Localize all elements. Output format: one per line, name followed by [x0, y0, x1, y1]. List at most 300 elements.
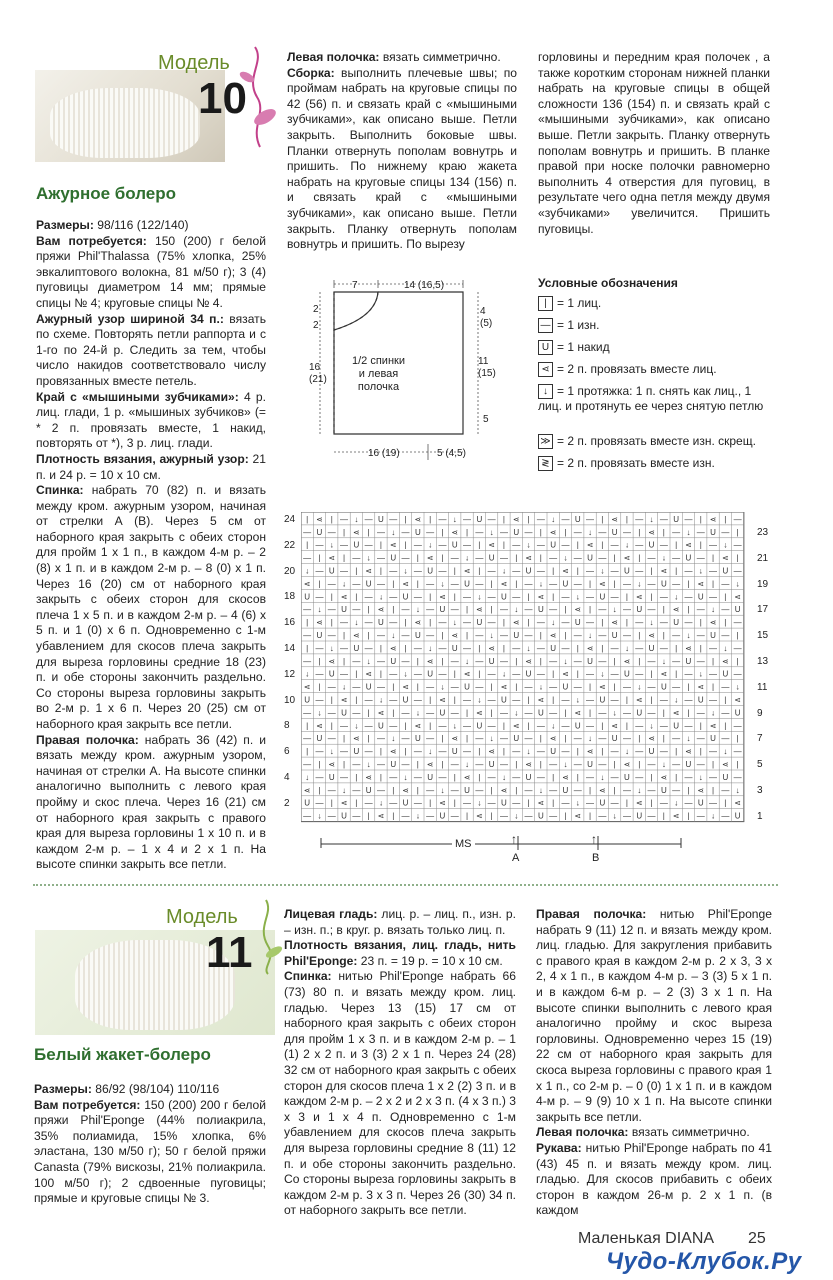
chart-cell-symbol: |	[490, 785, 493, 795]
chart-cell-symbol: —	[696, 734, 705, 744]
chart-cell-symbol: ⋖	[488, 747, 496, 757]
chart-cell-symbol: —	[610, 643, 619, 653]
model11-col3	[536, 907, 772, 1219]
chart-cell-symbol: U	[390, 760, 397, 769]
chart-cell-symbol: ↓	[514, 811, 519, 821]
m11-c2-2-b: Спинка:	[284, 969, 332, 984]
chart-cell-symbol: ⋖	[685, 643, 692, 653]
chart-cell-symbol: |	[466, 708, 469, 718]
chart-cell-symbol: |	[724, 514, 727, 524]
chart-cell-symbol: —	[426, 811, 435, 821]
m11-c2-2-t: нитью Phil'Eponge набрать 66 (73) 80 п. и вязать между кром. лиц. гладью. Через 13 (15) 17 см от наборного края закрыть с обеих сторон для пройм 1 х 3 п. и в каждом 2-м р. – 1 (1) 2 х 2 п. и 3 (3) 2 х 1 п. Через 24 (28) 32 см от наборного края закрыть с обеих сторон для скосов плеча 1 х 2 (2) 3 п. и в каждом 2-м р. – 2 х 2 и 2 х 3 п. (4 х 3 п.) 3 х 3 и 1 х 4 п. Одновременно с 1-м убавлением для скосов плеча закрыть для выреза горловины средние 8 (11) 12 п. и обе стороны закончить раздельно. Со стороны выреза горловины закрыть в каждом 2-м р. 3 х 3 п. Через 26 (30) 34 п. от наборного закрыть все петли.	[284, 969, 516, 1218]
chart-cell-symbol: —	[376, 553, 385, 563]
chart-cell-symbol: ↓	[440, 785, 445, 795]
chart-cell-symbol: ⋖	[598, 682, 606, 692]
chart-cell-symbol: U	[660, 785, 667, 795]
chart-cell-symbol: ↓	[391, 527, 396, 537]
chart-cell-symbol: U	[513, 527, 520, 537]
chart-cell-symbol: ⋖	[328, 656, 336, 666]
m10-c2-1-b: Сборка:	[287, 65, 335, 80]
chart-cell-symbol: ↓	[501, 669, 506, 679]
chart-cell-symbol: —	[672, 734, 681, 744]
chart-cell-symbol: ↓	[428, 747, 433, 757]
chart-cell-symbol: —	[647, 760, 656, 769]
schem-right-b: 11 (15)	[478, 356, 496, 379]
m10-c1-0-t: 98/116 (122/140)	[93, 218, 189, 232]
chart-cell-symbol: |	[564, 811, 567, 821]
chart-cell-symbol: —	[438, 772, 447, 782]
chart-cell-symbol: U	[587, 656, 593, 666]
chart-cell-symbol: —	[536, 772, 545, 782]
chart-cell-symbol: ↓	[637, 579, 642, 589]
chart-cell-symbol: —	[463, 695, 472, 705]
chart-cell-symbol: U	[414, 734, 421, 744]
m11-c1-1-t: 150 (200) 200 г белой пряжи Phil'Eponge (44% полиакрила, 35% полиамида, 15% хлопка, 6% эластана, 130 м/50 г); 50 г белой пряжи Canasta (79% вискозы, 21% полиакрила. 100 м/50 г); 2 сдвоенные пуговицы; прямые и круговые спицы № 3.	[34, 1097, 266, 1206]
chart-cell-symbol: —	[672, 579, 681, 589]
chart-cell-symbol: ⋖	[352, 527, 360, 537]
chart-cell-symbol: U	[660, 579, 667, 589]
chart-cell-symbol: —	[684, 514, 693, 524]
chart-cell-symbol: —	[364, 721, 373, 731]
chart-cell-symbol: —	[327, 579, 336, 589]
knitting-chart-grid	[301, 512, 751, 832]
chart-cell-symbol: |	[712, 785, 715, 795]
chart-cell-symbol: |	[318, 579, 321, 589]
chart-cell-symbol: |	[662, 631, 665, 640]
chart-cell-symbol: —	[610, 566, 619, 576]
chart-cell-symbol: |	[699, 540, 702, 550]
chart-cell-symbol: |	[502, 540, 505, 550]
chart-cell-symbol: ⋖	[389, 643, 397, 653]
chart-cell-symbol: |	[441, 734, 444, 744]
model10-photo	[35, 70, 225, 162]
chart-cell-symbol: U	[476, 514, 483, 524]
chart-cell-symbol: |	[429, 798, 432, 808]
chart-cell-symbol: —	[635, 514, 644, 524]
chart-cell-symbol: |	[416, 785, 419, 795]
chart-cell-symbol: ↓	[575, 798, 580, 808]
chart-cell-symbol: ⋖	[512, 514, 520, 524]
chart-cell-symbol: —	[315, 592, 324, 602]
chart-cell-symbol: —	[438, 669, 447, 679]
chart-cell-symbol: |	[736, 734, 739, 744]
chart-cell-symbol: |	[527, 798, 530, 808]
chart-cell-symbol: —	[499, 527, 508, 537]
chart-cell-symbol: —	[610, 798, 619, 808]
chart-cell-symbol: —	[463, 592, 472, 602]
chart-cell-symbol: —	[450, 785, 459, 795]
chart-cell-symbol: —	[561, 747, 570, 757]
chart-cell-symbol: —	[647, 605, 656, 615]
chart-cell-symbol: ⋖	[328, 553, 336, 563]
chart-cell-symbol: ⋖	[365, 772, 373, 782]
chart-cell-symbol: —	[389, 514, 398, 524]
chart-cell-symbol: U	[464, 785, 470, 795]
chart-cell-symbol: —	[352, 760, 361, 769]
chart-cell-symbol: |	[712, 579, 715, 589]
chart-cell-symbol: —	[635, 540, 644, 550]
chart-cell-symbol: |	[613, 579, 616, 589]
chart-cell-symbol: —	[487, 721, 496, 731]
chart-cell-symbol: ⋖	[525, 760, 532, 769]
chart-cell-symbol: |	[650, 566, 653, 576]
chart-cell-symbol: ⋖	[648, 734, 655, 744]
chart-cell-symbol: ⋖	[340, 592, 348, 602]
chart-cell-symbol: —	[463, 643, 472, 653]
chart-cell-symbol: U	[464, 579, 470, 589]
chart-cell-symbol: ↓	[403, 669, 408, 679]
chart-cell-symbol: —	[450, 579, 459, 589]
chart-cell-symbol: |	[330, 721, 333, 731]
m10-c1-3-b: Край с «мышиными зубчиками»:	[36, 389, 239, 404]
chart-cell-symbol: —	[376, 682, 385, 692]
chart-cell-symbol: U	[697, 798, 704, 808]
chart-cell-symbol: —	[475, 631, 484, 640]
chart-cell-symbol: ⋖	[340, 798, 348, 808]
chart-row-label: 6	[284, 746, 290, 758]
chart-cell-symbol: ↓	[514, 605, 519, 615]
chart-cell-symbol: —	[598, 734, 607, 744]
chart-cell-symbol: |	[712, 682, 715, 692]
m10-c1-6-t: набрать 36 (42) п. и вязать между кром. ажурным узором, начиная от стрелки А. На высоте спинки аналогично выполнить с левого края пройму и скос плеча. Через 16 (21) см от наборного края закрыть с правого края для выреза горловины 1 х 10 п. и в каждом 2-м р. – 1 х 4 и 2 х 1 п. На высоте спинки закрыть все петли.	[36, 732, 266, 872]
chart-cell-symbol: —	[622, 631, 631, 640]
chart-cell-symbol: —	[487, 695, 496, 705]
chart-cell-symbol: |	[392, 811, 395, 821]
chart-cell-symbol: |	[662, 605, 665, 615]
chart-cell-symbol: U	[414, 527, 421, 537]
chart-cell-symbol: ⋖	[660, 772, 668, 782]
chart-cell-symbol: |	[712, 760, 715, 769]
chart-cell-symbol: —	[401, 527, 410, 537]
chart-cell-symbol: ↓	[305, 669, 310, 679]
chart-cell-symbol: —	[709, 540, 718, 550]
chart-cell-symbol: U	[673, 514, 680, 524]
chart-cell-symbol: U	[710, 527, 716, 537]
chart-cell-symbol: —	[401, 811, 410, 821]
chart-cell-symbol: —	[487, 669, 496, 679]
chart-cell-symbol: U	[353, 540, 360, 550]
chart-cell-symbol: |	[318, 682, 321, 692]
chart-cell-symbol: ↓	[501, 772, 506, 782]
arrow-up-icon: ↑	[511, 832, 517, 846]
chart-cell-symbol: —	[426, 579, 435, 589]
chart-cell-symbol: |	[564, 605, 567, 615]
chart-cell-symbol: —	[622, 682, 631, 692]
model11-label: Модель	[166, 906, 238, 928]
chart-cell-symbol: ⋖	[586, 540, 594, 550]
chart-cell-symbol: —	[635, 669, 644, 679]
chart-cell-symbol: |	[416, 579, 419, 589]
chart-cell-symbol: ↓	[440, 579, 445, 589]
chart-cell-symbol: —	[709, 669, 718, 679]
chart-cell-symbol: |	[502, 721, 505, 731]
chart-cell-symbol: —	[647, 811, 656, 821]
chart-cell-symbol: ⋖	[451, 631, 459, 640]
chart-cell-symbol: ↓	[440, 682, 445, 692]
chart-cell-symbol: —	[696, 760, 705, 769]
chart-cell-symbol: |	[453, 669, 456, 679]
chart-cell-symbol: ↓	[551, 514, 556, 524]
chart-cell-symbol: |	[564, 708, 567, 718]
chart-cell-symbol: ↓	[342, 682, 347, 692]
chart-cell-symbol: ⋖	[316, 514, 323, 524]
chart-cell-symbol: |	[306, 540, 309, 550]
chart-cell-symbol: |	[330, 514, 333, 524]
chart-cell-symbol: |	[576, 669, 579, 679]
chart-cell-symbol: —	[709, 566, 718, 576]
chart-cell-symbol: —	[598, 708, 607, 718]
chart-cell-symbol: —	[352, 785, 361, 795]
chart-cell-symbol: —	[684, 798, 693, 808]
chart-cell-symbol: U	[611, 631, 618, 640]
chart-cell-symbol: ⋖	[635, 592, 643, 602]
legend-text: = 2 п. провязать вместе изн. скрещ.	[557, 434, 756, 448]
chart-cell-symbol: —	[499, 708, 508, 718]
chart-cell-symbol: —	[499, 631, 508, 640]
chart-cell-symbol: |	[675, 747, 678, 757]
chart-cell-symbol: —	[340, 747, 349, 757]
chart-cell-symbol: |	[379, 669, 382, 679]
chart-cell-symbol: ⋖	[549, 734, 557, 744]
chart-cell-symbol: —	[499, 734, 508, 744]
chart-cell-symbol: —	[438, 618, 447, 628]
chart-cell-symbol: |	[318, 785, 321, 795]
chart-cell-symbol: —	[733, 772, 742, 782]
p2tog-symbol-icon: ≷	[538, 456, 553, 471]
legend-item	[538, 362, 778, 377]
chart-cell-symbol: |	[687, 682, 690, 692]
chart-cell-symbol: |	[306, 618, 309, 628]
chart-cell-symbol: ↓	[624, 643, 629, 653]
chart-cell-symbol: —	[413, 540, 422, 550]
chart-cell-symbol: U	[537, 708, 544, 718]
chart-cell-symbol: U	[402, 798, 409, 808]
chart-cell-symbol: ↓	[661, 760, 666, 769]
chart-cell-symbol: ⋖	[611, 514, 619, 524]
chart-cell-symbol: |	[601, 721, 604, 731]
watermark: Чудо-Клубок.Ру	[606, 1248, 802, 1275]
chart-cell-symbol: ⋖	[389, 540, 397, 550]
chart-cell-symbol: |	[539, 553, 542, 563]
chart-cell-symbol: |	[675, 540, 678, 550]
chart-cell-symbol: ↓	[477, 592, 482, 602]
chart-cell-symbol: ↓	[612, 605, 617, 615]
chart-cell-symbol: |	[576, 772, 579, 782]
chart-cell-symbol: ⋖	[574, 811, 582, 821]
chart-cell-symbol: ⋖	[352, 631, 360, 640]
chart-cell-symbol: —	[524, 579, 533, 589]
chart-cell-symbol: ↓	[538, 579, 543, 589]
chart-cell-symbol: —	[389, 798, 398, 808]
chart-cell-symbol: U	[451, 540, 458, 550]
chart-cell-symbol: |	[355, 695, 358, 705]
chart-cell-symbol: |	[638, 553, 641, 563]
chart-cell-symbol: ↓	[538, 785, 543, 795]
chart-cell-symbol: ↓	[723, 540, 728, 550]
chart-cell-symbol: ⋖	[549, 527, 557, 537]
chart-cell-symbol: |	[416, 656, 419, 666]
chart-row-label: 24	[284, 514, 296, 525]
chart-cell-symbol: |	[552, 669, 555, 679]
chart-cell-symbol: ↓	[526, 540, 531, 550]
chart-cell-symbol: —	[659, 747, 668, 757]
chart-cell-symbol: U	[513, 631, 520, 640]
chart-cell-symbol: —	[327, 708, 336, 718]
chart-cell-symbol: |	[576, 747, 579, 757]
chart-cell-symbol: ↓	[735, 579, 740, 589]
chart-cell-symbol: —	[389, 618, 398, 628]
chart-cell-symbol: —	[438, 566, 447, 576]
chart-cell-symbol: —	[549, 605, 558, 615]
chart-cell-symbol: —	[622, 785, 631, 795]
chart-cell-symbol: ↓	[588, 527, 593, 537]
chart-cell-symbol: |	[650, 798, 653, 808]
m10-c2-0-t: вязать симметрично.	[379, 50, 501, 64]
chart-cell-symbol: ↓	[588, 631, 593, 640]
chart-cell-symbol: ⋖	[340, 695, 348, 705]
chart-cell-symbol: |	[453, 592, 456, 602]
chart-cell-symbol: |	[490, 579, 493, 589]
m11-c3-1-b: Левая полочка:	[536, 1125, 629, 1140]
chart-cell-symbol: —	[327, 631, 336, 640]
chart-cell-symbol: —	[659, 721, 668, 731]
legend-item	[538, 456, 778, 471]
chart-cell-symbol: |	[416, 553, 419, 563]
chart-cell-symbol: |	[355, 772, 358, 782]
chart-cell-symbol: U	[710, 734, 716, 744]
chart-cell-symbol: —	[598, 631, 607, 640]
chart-cell-symbol: —	[586, 514, 595, 524]
chart-cell-symbol: —	[413, 643, 422, 653]
m11-c1-0-t: 86/92 (98/104) 110/116	[91, 1082, 220, 1096]
chart-cell-symbol: ↓	[575, 695, 580, 705]
model11-title: Белый жакет-болеро	[34, 1045, 211, 1064]
chart-cell-symbol: |	[441, 631, 444, 640]
chart-cell-symbol: |	[724, 721, 727, 731]
chart-cell-symbol: |	[564, 631, 567, 640]
chart-cell-symbol: —	[376, 785, 385, 795]
chart-cell-symbol: —	[499, 605, 508, 615]
chart-cell-symbol: ↓	[649, 514, 654, 524]
chart-cell-symbol: U	[550, 747, 557, 757]
chart-cell-symbol: U	[316, 734, 323, 744]
chart-cell-symbol: —	[709, 747, 718, 757]
chart-cell-symbol: ⋖	[500, 682, 508, 692]
chart-cell-symbol: —	[659, 540, 668, 550]
chart-cell-symbol: |	[589, 579, 592, 589]
chart-cell-symbol: ⋖	[586, 643, 594, 653]
chart-cell-symbol: ⋖	[635, 798, 643, 808]
chart-cell-symbol: U	[611, 734, 618, 744]
chart-cell-symbol: —	[376, 527, 385, 537]
chart-cell-symbol: ⋖	[414, 514, 422, 524]
chart-cell-symbol: —	[401, 708, 410, 718]
chart-cell-symbol: |	[367, 734, 370, 744]
chart-cell-symbol: |	[687, 785, 690, 795]
chart-cell-symbol: |	[404, 721, 407, 731]
chart-cell-symbol: U	[402, 695, 409, 705]
chart-cell-symbol: |	[564, 734, 567, 744]
chart-cell-symbol: —	[573, 527, 582, 537]
chart-cell-symbol: U	[525, 669, 532, 679]
chart-cell-symbol: U	[537, 605, 544, 615]
chart-cell-symbol: ↓	[600, 772, 605, 782]
chart-cell-symbol: —	[598, 760, 607, 769]
schem-top-left: 7	[352, 280, 358, 291]
chart-cell-symbol: —	[426, 605, 435, 615]
chart-cell-symbol: |	[527, 618, 530, 628]
chart-cell-symbol: —	[696, 631, 705, 640]
chart-cell-symbol: ↓	[452, 721, 457, 731]
chart-cell-symbol: ⋖	[685, 540, 692, 550]
chart-cell-symbol: |	[564, 527, 567, 537]
chart-cell-symbol: —	[721, 527, 730, 537]
chart-cell-symbol: —	[561, 695, 570, 705]
chart-cell-symbol: |	[466, 811, 469, 821]
chart-cell-symbol: U	[550, 540, 557, 550]
chart-cell-symbol: —	[340, 772, 349, 782]
chart-cell-symbol: —	[401, 553, 410, 563]
chart-cell-symbol: ↓	[698, 566, 703, 576]
chart-cell-symbol: ⋖	[463, 566, 471, 576]
chart-cell-symbol: ↓	[305, 772, 310, 782]
chart-cell-symbol: ⋖	[598, 579, 606, 589]
chart-cell-symbol: ↓	[600, 669, 605, 679]
chart-cell-symbol: —	[315, 540, 324, 550]
chart-cell-symbol: |	[601, 540, 604, 550]
chart-cell-symbol: |	[736, 553, 739, 563]
chart-cell-symbol: —	[684, 695, 693, 705]
chart-cell-symbol: |	[404, 747, 407, 757]
chart-cell-symbol: |	[527, 592, 530, 602]
chart-cell-symbol: —	[303, 527, 312, 537]
chart-cell-symbol: |	[478, 540, 481, 550]
chart-cell-symbol: |	[367, 527, 370, 537]
chart-cell-symbol: ⋖	[402, 682, 409, 692]
chart-cell-symbol: |	[392, 708, 395, 718]
chart-cell-symbol: ↓	[575, 592, 580, 602]
chart-cell-symbol: ⋖	[672, 811, 680, 821]
m10-c1-5-b: Спинка:	[36, 483, 84, 498]
chart-cell-symbol: U	[328, 669, 335, 679]
chart-cell-symbol: —	[450, 760, 459, 769]
chart-cell-symbol: U	[599, 695, 606, 705]
chart-cell-symbol: |	[416, 682, 419, 692]
chart-cell-symbol: U	[562, 682, 569, 692]
legend-item	[538, 296, 778, 311]
chart-cell-symbol: —	[487, 798, 496, 808]
chart-cell-symbol: ⋖	[488, 540, 496, 550]
chart-cell-symbol: |	[625, 721, 628, 731]
chart-cell-symbol: —	[426, 734, 435, 744]
chart-cell-symbol: —	[622, 527, 631, 537]
chart-cell-symbol: —	[376, 760, 385, 769]
chart-cell-symbol: |	[343, 734, 346, 744]
chart-cell-symbol: ⋖	[574, 605, 582, 615]
chart-cell-symbol: U	[734, 605, 741, 615]
schem-bottom-right: 5 (4,5)	[437, 448, 466, 459]
chart-cell-symbol: ↓	[637, 785, 642, 795]
chart-cell-symbol: |	[576, 566, 579, 576]
schem-left-height: 16 (21)	[309, 362, 327, 385]
chart-arrow-b: B	[592, 852, 600, 864]
chart-cell-symbol: |	[724, 618, 727, 628]
chart-cell-symbol: U	[599, 798, 606, 808]
chart-row-label: 4	[284, 772, 290, 783]
chart-cell-symbol: ⋖	[365, 669, 373, 679]
chart-cell-symbol: U	[451, 747, 458, 757]
chart-cell-symbol: |	[330, 798, 333, 808]
